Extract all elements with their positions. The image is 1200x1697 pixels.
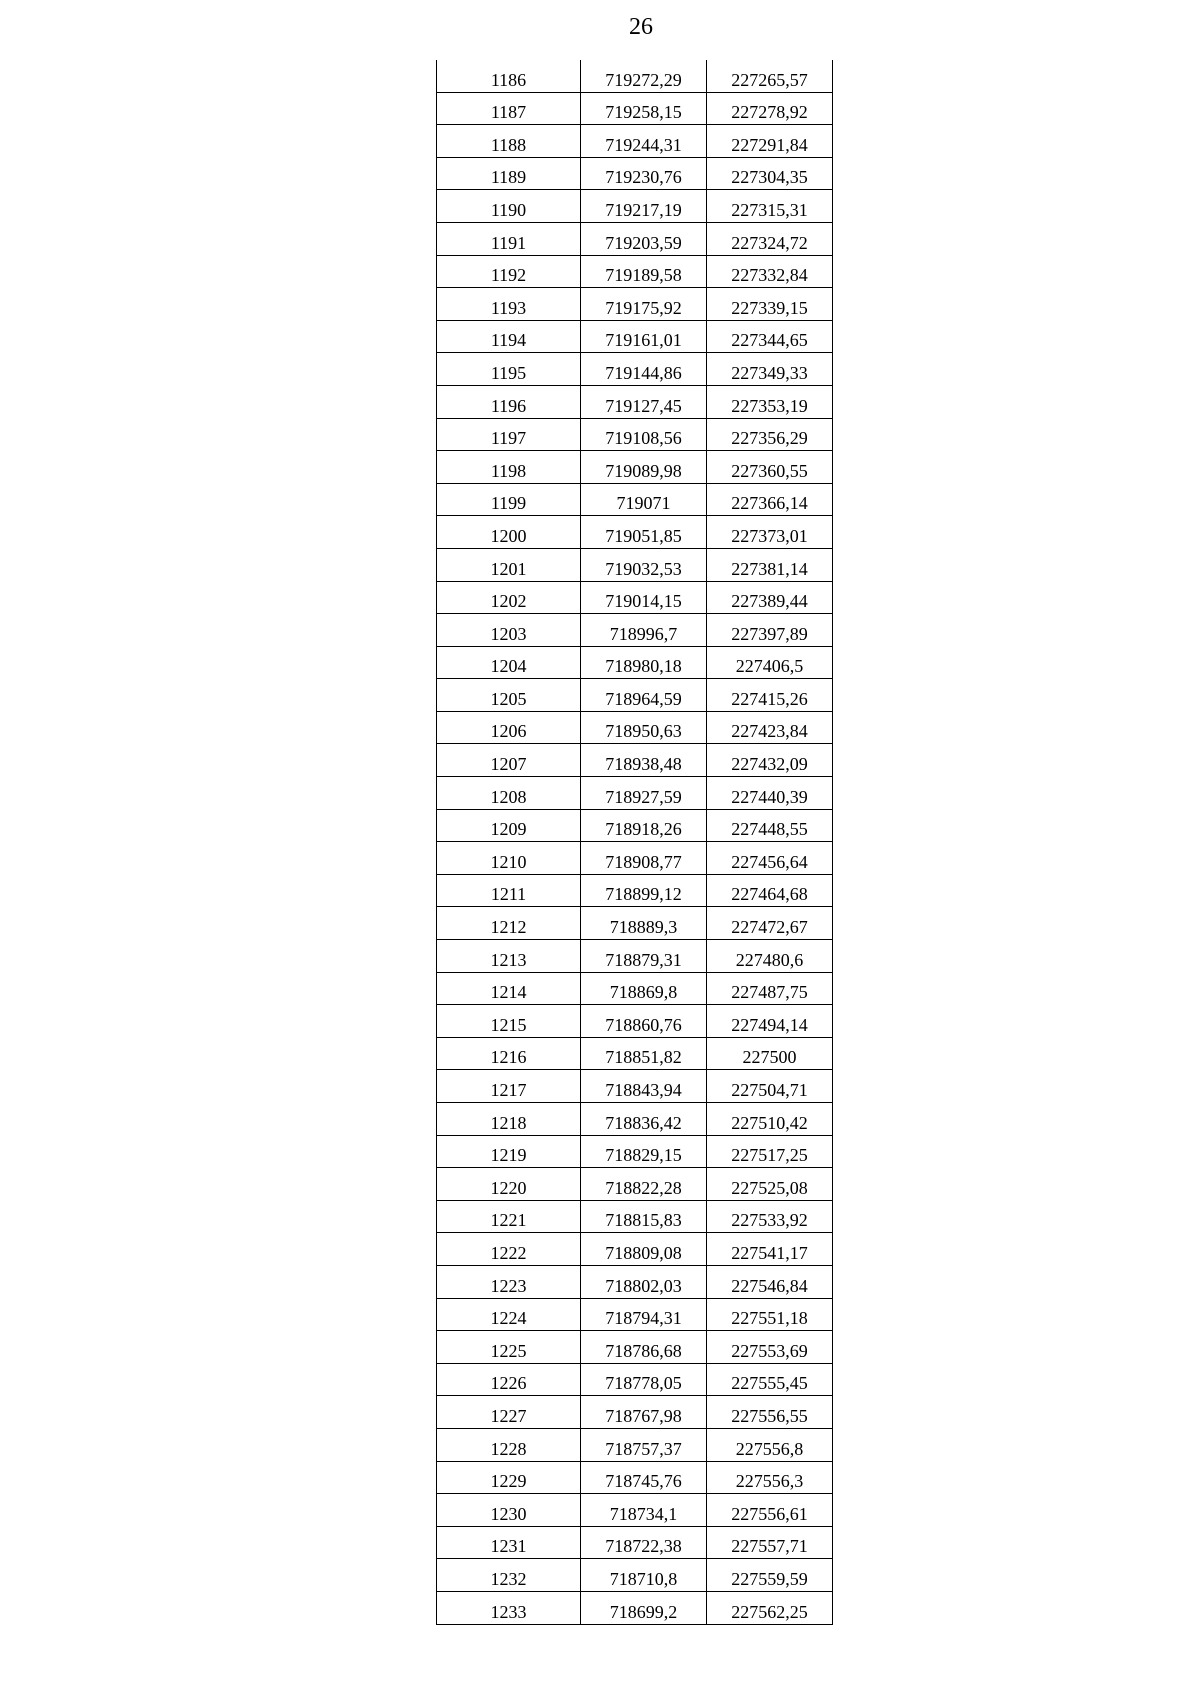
table-row: [437, 516, 833, 549]
x-coordinate-cell: 718927,59: [581, 777, 707, 810]
x-coordinate-cell: 718699,2: [581, 1591, 707, 1624]
point-number-cell: 1211: [437, 874, 581, 907]
y-coordinate-cell: 227504,71: [707, 1070, 833, 1103]
y-coordinate-cell: 227332,84: [707, 255, 833, 288]
y-coordinate-cell: 227500: [707, 1037, 833, 1070]
x-coordinate-cell: 718964,59: [581, 679, 707, 712]
table-row: [437, 744, 833, 777]
point-number-cell: 1188: [437, 125, 581, 158]
point-number-cell: 1191: [437, 222, 581, 255]
coordinates-table: [436, 60, 833, 1625]
x-coordinate-cell: 718786,68: [581, 1331, 707, 1364]
x-coordinate-cell: 719189,58: [581, 255, 707, 288]
x-coordinate-cell: 719144,86: [581, 353, 707, 386]
y-coordinate-cell: 227533,92: [707, 1200, 833, 1233]
point-number-cell: 1222: [437, 1233, 581, 1266]
x-coordinate-cell: 718899,12: [581, 874, 707, 907]
point-number-cell: 1187: [437, 92, 581, 125]
y-coordinate-cell: 227551,18: [707, 1298, 833, 1331]
point-number-cell: 1194: [437, 320, 581, 353]
y-coordinate-cell: 227349,33: [707, 353, 833, 386]
x-coordinate-cell: 719127,45: [581, 385, 707, 418]
table-row: [437, 92, 833, 125]
x-coordinate-cell: 718778,05: [581, 1363, 707, 1396]
x-coordinate-cell: 719203,59: [581, 222, 707, 255]
point-number-cell: 1199: [437, 483, 581, 516]
point-number-cell: 1213: [437, 940, 581, 973]
y-coordinate-cell: 227381,14: [707, 548, 833, 581]
table-row: [437, 1494, 833, 1527]
y-coordinate-cell: 227440,39: [707, 777, 833, 810]
point-number-cell: 1231: [437, 1526, 581, 1559]
y-coordinate-cell: 227525,08: [707, 1168, 833, 1201]
table-row: [437, 874, 833, 907]
table-row: [437, 1200, 833, 1233]
point-number-cell: 1208: [437, 777, 581, 810]
table-row: [437, 222, 833, 255]
x-coordinate-cell: 719175,92: [581, 288, 707, 321]
y-coordinate-cell: 227423,84: [707, 711, 833, 744]
x-coordinate-cell: 718722,38: [581, 1526, 707, 1559]
table-row: [437, 1298, 833, 1331]
y-coordinate-cell: 227541,17: [707, 1233, 833, 1266]
x-coordinate-cell: 719108,56: [581, 418, 707, 451]
table-row: [437, 1103, 833, 1136]
x-coordinate-cell: 718802,03: [581, 1265, 707, 1298]
x-coordinate-cell: 718843,94: [581, 1070, 707, 1103]
y-coordinate-cell: 227389,44: [707, 581, 833, 614]
x-coordinate-cell: 718809,08: [581, 1233, 707, 1266]
point-number-cell: 1210: [437, 842, 581, 875]
point-number-cell: 1202: [437, 581, 581, 614]
y-coordinate-cell: 227339,15: [707, 288, 833, 321]
page-number: 26: [629, 14, 653, 40]
point-number-cell: 1196: [437, 385, 581, 418]
point-number-cell: 1190: [437, 190, 581, 223]
point-number-cell: 1226: [437, 1363, 581, 1396]
x-coordinate-cell: 719032,53: [581, 548, 707, 581]
point-number-cell: 1201: [437, 548, 581, 581]
y-coordinate-cell: 227432,09: [707, 744, 833, 777]
table-row: [437, 809, 833, 842]
y-coordinate-cell: 227487,75: [707, 972, 833, 1005]
table-row: [437, 1168, 833, 1201]
y-coordinate-cell: 227373,01: [707, 516, 833, 549]
y-coordinate-cell: 227278,92: [707, 92, 833, 125]
point-number-cell: 1204: [437, 646, 581, 679]
point-number-cell: 1203: [437, 614, 581, 647]
x-coordinate-cell: 719071: [581, 483, 707, 516]
point-number-cell: 1225: [437, 1331, 581, 1364]
x-coordinate-cell: 718851,82: [581, 1037, 707, 1070]
point-number-cell: 1227: [437, 1396, 581, 1429]
y-coordinate-cell: 227366,14: [707, 483, 833, 516]
y-coordinate-cell: 227480,6: [707, 940, 833, 973]
table-row: [437, 1037, 833, 1070]
x-coordinate-cell: 718745,76: [581, 1461, 707, 1494]
point-number-cell: 1219: [437, 1135, 581, 1168]
point-number-cell: 1228: [437, 1428, 581, 1461]
table-row: [437, 288, 833, 321]
y-coordinate-cell: 227406,5: [707, 646, 833, 679]
y-coordinate-cell: 227553,69: [707, 1331, 833, 1364]
table-row: [437, 60, 833, 92]
y-coordinate-cell: 227324,72: [707, 222, 833, 255]
x-coordinate-cell: 718980,18: [581, 646, 707, 679]
point-number-cell: 1186: [437, 60, 581, 92]
table-row: [437, 385, 833, 418]
x-coordinate-cell: 718822,28: [581, 1168, 707, 1201]
table-row: [437, 1233, 833, 1266]
point-number-cell: 1192: [437, 255, 581, 288]
y-coordinate-cell: 227360,55: [707, 451, 833, 484]
point-number-cell: 1198: [437, 451, 581, 484]
x-coordinate-cell: 718950,63: [581, 711, 707, 744]
point-number-cell: 1200: [437, 516, 581, 549]
table-row: [437, 353, 833, 386]
x-coordinate-cell: 719217,19: [581, 190, 707, 223]
y-coordinate-cell: 227562,25: [707, 1591, 833, 1624]
table-row: [437, 190, 833, 223]
table-row: [437, 320, 833, 353]
y-coordinate-cell: 227556,3: [707, 1461, 833, 1494]
point-number-cell: 1217: [437, 1070, 581, 1103]
table-row: [437, 1526, 833, 1559]
point-number-cell: 1189: [437, 157, 581, 190]
table-row: [437, 646, 833, 679]
x-coordinate-cell: 718767,98: [581, 1396, 707, 1429]
table-row: [437, 940, 833, 973]
x-coordinate-cell: 718836,42: [581, 1103, 707, 1136]
point-number-cell: 1229: [437, 1461, 581, 1494]
point-number-cell: 1223: [437, 1265, 581, 1298]
point-number-cell: 1193: [437, 288, 581, 321]
y-coordinate-cell: 227555,45: [707, 1363, 833, 1396]
table-row: [437, 1331, 833, 1364]
table-row: [437, 451, 833, 484]
table-row: [437, 1591, 833, 1624]
point-number-cell: 1205: [437, 679, 581, 712]
y-coordinate-cell: 227265,57: [707, 60, 833, 92]
x-coordinate-cell: 718829,15: [581, 1135, 707, 1168]
x-coordinate-cell: 718794,31: [581, 1298, 707, 1331]
y-coordinate-cell: 227557,71: [707, 1526, 833, 1559]
y-coordinate-cell: 227353,19: [707, 385, 833, 418]
y-coordinate-cell: 227546,84: [707, 1265, 833, 1298]
y-coordinate-cell: 227344,65: [707, 320, 833, 353]
y-coordinate-cell: 227556,61: [707, 1494, 833, 1527]
x-coordinate-cell: 719161,01: [581, 320, 707, 353]
y-coordinate-cell: 227494,14: [707, 1005, 833, 1038]
y-coordinate-cell: 227517,25: [707, 1135, 833, 1168]
table-row: [437, 972, 833, 1005]
table-row: [437, 418, 833, 451]
y-coordinate-cell: 227472,67: [707, 907, 833, 940]
table-row: [437, 125, 833, 158]
point-number-cell: 1206: [437, 711, 581, 744]
x-coordinate-cell: 719051,85: [581, 516, 707, 549]
table-row: [437, 1135, 833, 1168]
table-row: [437, 842, 833, 875]
x-coordinate-cell: 719258,15: [581, 92, 707, 125]
y-coordinate-cell: 227304,35: [707, 157, 833, 190]
x-coordinate-cell: 718757,37: [581, 1428, 707, 1461]
point-number-cell: 1232: [437, 1559, 581, 1592]
table-row: [437, 711, 833, 744]
table-row: [437, 1363, 833, 1396]
point-number-cell: 1207: [437, 744, 581, 777]
x-coordinate-cell: 718815,83: [581, 1200, 707, 1233]
table-row: [437, 157, 833, 190]
table-row: [437, 483, 833, 516]
x-coordinate-cell: 718889,3: [581, 907, 707, 940]
x-coordinate-cell: 718996,7: [581, 614, 707, 647]
point-number-cell: 1221: [437, 1200, 581, 1233]
point-number-cell: 1215: [437, 1005, 581, 1038]
x-coordinate-cell: 718710,8: [581, 1559, 707, 1592]
point-number-cell: 1224: [437, 1298, 581, 1331]
point-number-cell: 1230: [437, 1494, 581, 1527]
point-number-cell: 1233: [437, 1591, 581, 1624]
table-row: [437, 1265, 833, 1298]
table-row: [437, 614, 833, 647]
y-coordinate-cell: 227456,64: [707, 842, 833, 875]
x-coordinate-cell: 718860,76: [581, 1005, 707, 1038]
x-coordinate-cell: 718908,77: [581, 842, 707, 875]
y-coordinate-cell: 227356,29: [707, 418, 833, 451]
table-row: [437, 777, 833, 810]
point-number-cell: 1197: [437, 418, 581, 451]
x-coordinate-cell: 719014,15: [581, 581, 707, 614]
table-row: [437, 907, 833, 940]
table-row: [437, 255, 833, 288]
y-coordinate-cell: 227415,26: [707, 679, 833, 712]
x-coordinate-cell: 718879,31: [581, 940, 707, 973]
y-coordinate-cell: 227559,59: [707, 1559, 833, 1592]
x-coordinate-cell: 718938,48: [581, 744, 707, 777]
point-number-cell: 1218: [437, 1103, 581, 1136]
x-coordinate-cell: 718918,26: [581, 809, 707, 842]
x-coordinate-cell: 719089,98: [581, 451, 707, 484]
y-coordinate-cell: 227556,8: [707, 1428, 833, 1461]
y-coordinate-cell: 227448,55: [707, 809, 833, 842]
y-coordinate-cell: 227464,68: [707, 874, 833, 907]
table-row: [437, 1396, 833, 1429]
y-coordinate-cell: 227397,89: [707, 614, 833, 647]
x-coordinate-cell: 718869,8: [581, 972, 707, 1005]
point-number-cell: 1220: [437, 1168, 581, 1201]
point-number-cell: 1216: [437, 1037, 581, 1070]
table-body: [437, 60, 833, 1624]
x-coordinate-cell: 719244,31: [581, 125, 707, 158]
y-coordinate-cell: 227291,84: [707, 125, 833, 158]
table-row: [437, 1070, 833, 1103]
point-number-cell: 1209: [437, 809, 581, 842]
y-coordinate-cell: 227510,42: [707, 1103, 833, 1136]
x-coordinate-cell: 718734,1: [581, 1494, 707, 1527]
y-coordinate-cell: 227315,31: [707, 190, 833, 223]
table-row: [437, 548, 833, 581]
x-coordinate-cell: 719272,29: [581, 60, 707, 92]
table-row: [437, 679, 833, 712]
point-number-cell: 1195: [437, 353, 581, 386]
point-number-cell: 1212: [437, 907, 581, 940]
y-coordinate-cell: 227556,55: [707, 1396, 833, 1429]
table-row: [437, 1559, 833, 1592]
x-coordinate-cell: 719230,76: [581, 157, 707, 190]
table-row: [437, 1461, 833, 1494]
table-row: [437, 581, 833, 614]
table-row: [437, 1428, 833, 1461]
point-number-cell: 1214: [437, 972, 581, 1005]
table-row: [437, 1005, 833, 1038]
